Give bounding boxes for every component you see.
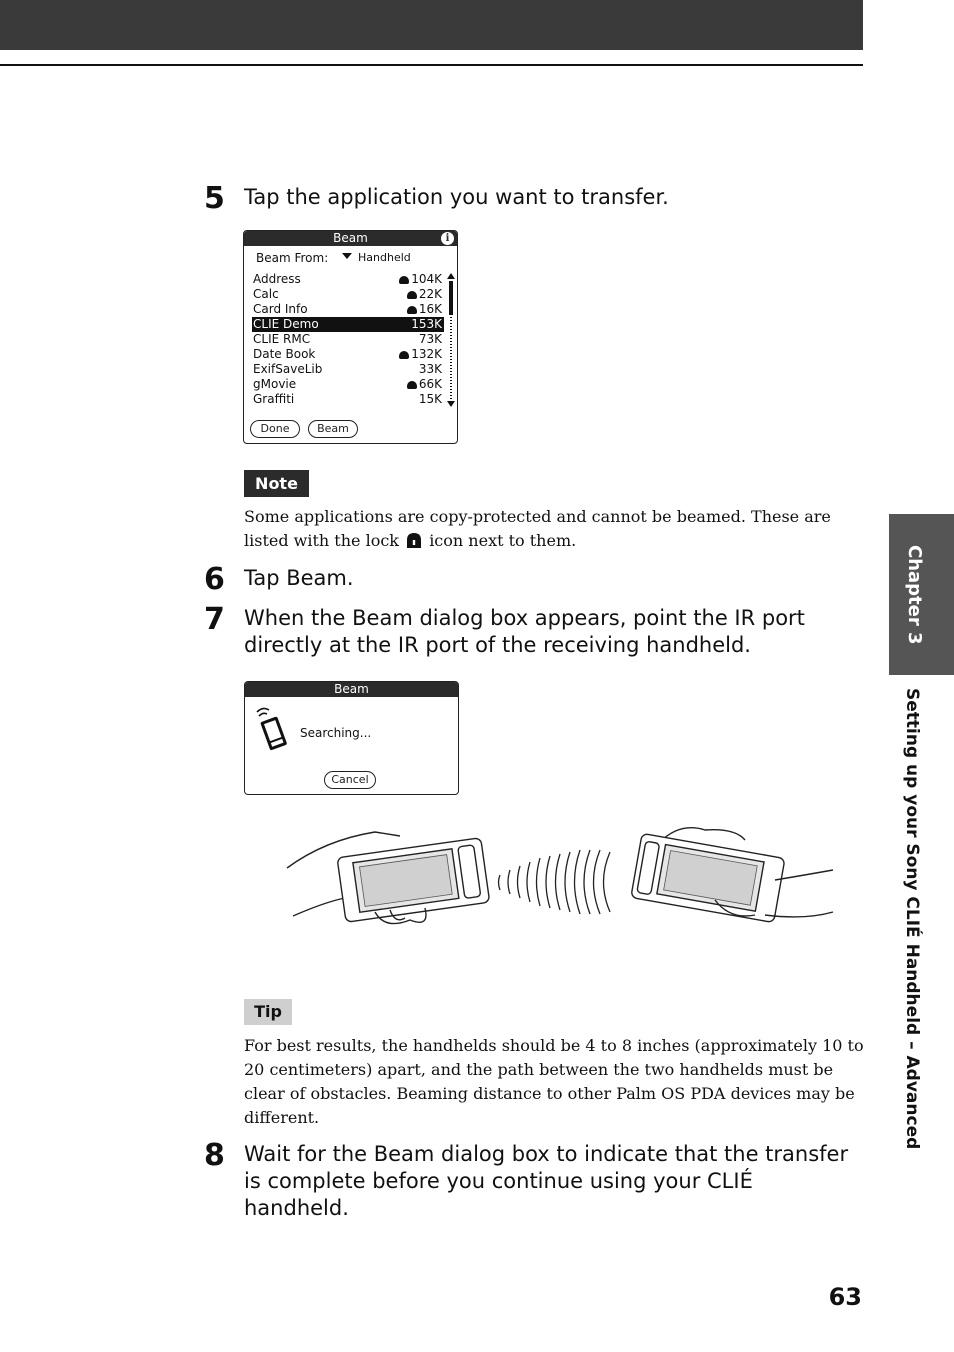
app-size [419,392,442,407]
left-hand-handheld-illustration [287,832,490,924]
header-rule [0,64,863,66]
step-8-number: 8 [204,1138,225,1173]
app-size [407,287,442,302]
beam-from-dropdown[interactable] [342,251,411,264]
app-name: Date Book [253,347,316,361]
tip-badge: Tip [244,999,292,1025]
dropdown-arrow-icon [342,253,352,259]
app-name: Calc [253,287,279,301]
app-size-value: 153K [411,317,442,331]
app-list-item[interactable] [252,392,444,407]
scroll-thumb[interactable] [449,281,453,315]
tip-text: For best results, the handhelds should be 4 to 8 inches (approximately 10 to 20 centimeters) apart, and the path between the two handhelds must be clear of obstacles. Beaming distance to other Palm OS PDA devices may be different. [244,1036,864,1127]
lock-icon [399,351,409,359]
app-list-item[interactable] [252,377,444,392]
beam-screen-title: Beam [244,231,457,246]
note-text [244,505,864,553]
step-8-text: Wait for the Beam dialog box to indicate that the transfer is complete before you continue using your CLIÉ handheld. [244,1142,849,1220]
app-size-value: 104K [411,272,442,286]
app-list-item[interactable] [252,287,444,302]
beam-app-list-screen [243,230,458,444]
app-name: ExifSaveLib [253,362,323,376]
step-7-text: When the Beam dialog box appears, point the IR port directly at the IR port of the receiving handheld. [244,606,805,657]
step-6-number: 6 [204,562,225,597]
ir-beam-waves [499,850,611,914]
app-size [407,377,442,392]
beaming-illustration [285,820,840,940]
app-name: Card Info [253,302,308,316]
app-list-item[interactable] [252,272,444,287]
app-size-value: 22K [418,287,442,301]
app-size [419,332,442,347]
app-size [411,317,442,332]
scroll-up-arrow-icon[interactable] [447,273,455,279]
app-size-value: 132K [411,347,442,361]
step-7-number: 7 [204,602,225,637]
info-icon[interactable]: i [441,232,454,245]
app-name: gMovie [253,377,297,391]
app-list-item[interactable] [252,332,444,347]
app-name: Graffiti [253,392,295,406]
lock-icon [399,276,409,284]
lock-icon [407,306,417,314]
page-number: 63 [828,1283,862,1311]
app-list-item[interactable] [252,347,444,362]
chapter-label: Chapter 3 [904,545,925,645]
cancel-button[interactable]: Cancel [324,771,376,789]
beam-searching-dialog [244,681,459,795]
searching-status: Searching... [300,726,372,740]
step-6-text: Tap Beam. [244,566,354,590]
app-size [407,302,442,317]
app-list-scrollbar[interactable] [447,273,455,407]
app-size [419,362,442,377]
beam-from-value: Handheld [358,251,411,264]
app-size-value: 33K [418,362,442,376]
app-list-item[interactable] [252,362,444,377]
app-list [252,272,444,407]
step-5-text: Tap the application you want to transfer. [244,185,669,209]
app-size-value: 15K [418,392,442,406]
right-hand-handheld-illustration [631,828,833,923]
header-bar [0,0,863,50]
section-title: Setting up your Sony CLIÉ Handheld – Advanced [902,688,922,1150]
app-name: CLIE RMC [253,332,311,346]
app-name: Address [253,272,301,286]
beaming-handheld-icon [255,704,291,752]
app-size [399,347,442,362]
note-text-after: icon next to them. [429,531,577,550]
beam-from-label: Beam From: [256,251,329,265]
lock-icon [407,291,417,299]
lock-icon [407,381,417,389]
app-name: CLIE Demo [253,317,319,331]
searching-dialog-title: Beam [245,682,458,697]
note-badge: Note [244,470,309,497]
step-5-number: 5 [204,181,225,216]
app-size-value: 66K [418,377,442,391]
app-size [399,272,442,287]
scroll-down-arrow-icon[interactable] [447,401,455,407]
app-size-value: 73K [418,332,442,346]
app-list-item[interactable] [252,317,444,332]
app-size-value: 16K [418,302,442,316]
note-text-before: Some applications are copy-protected and cannot be beamed. These are listed with the lock [244,507,831,550]
done-button[interactable]: Done [250,420,300,438]
lock-icon [404,531,424,551]
beam-button[interactable]: Beam [308,420,358,438]
app-list-item[interactable] [252,302,444,317]
